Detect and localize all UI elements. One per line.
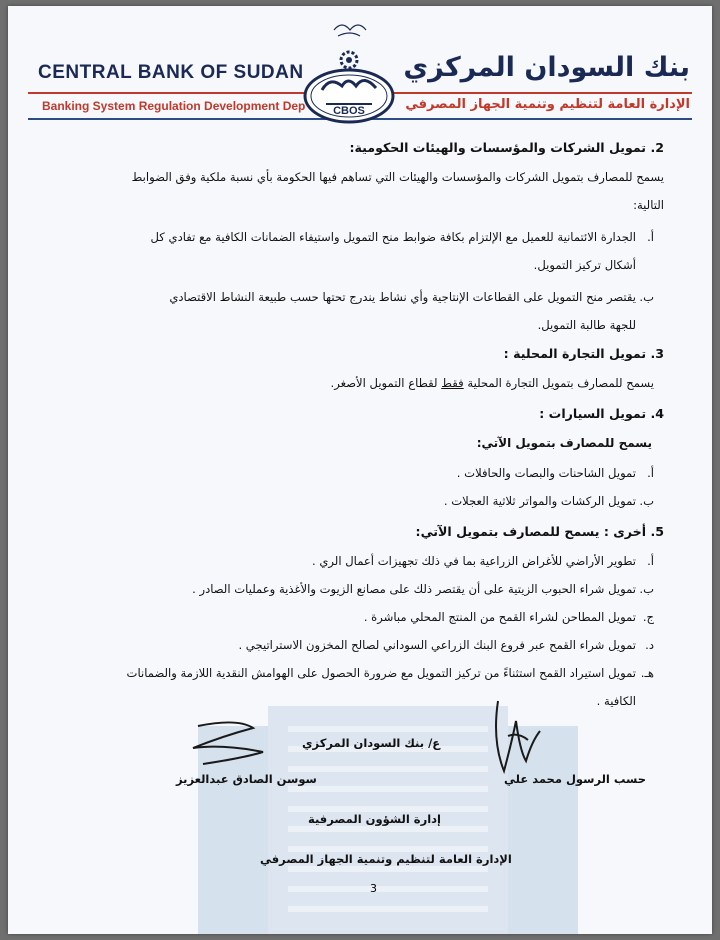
org-name-ar: بنك السودان المركزي	[403, 52, 690, 83]
section-4-item-a: تمويل الشاحنات والبصات والحافلات .	[456, 466, 636, 480]
item-mark: أ.	[647, 466, 654, 480]
section-title: أخرى : يسمح للمصارف بتمويل الآتي:	[415, 524, 647, 539]
section-2-intro-line-2: التالية:	[633, 198, 664, 212]
section-3-heading	[504, 346, 664, 361]
section-4-item-b: تمويل الركشات والمواتر ثلاثية العجلات .	[443, 494, 636, 508]
section-5-item-e-line-1: تمويل استيراد القمح استثناءً من تركيز التمويل مع ضرورة الحصول على الهوامش النقدية اللازمة والضمانات	[126, 666, 636, 680]
section-title: تمويل التجارة المحلية :	[503, 346, 647, 361]
section-number: 3.	[650, 346, 664, 361]
item-mark: ج.	[642, 610, 654, 624]
section-3-text	[331, 376, 654, 390]
section-title: تمويل السيارات :	[539, 406, 647, 421]
section-4-heading	[539, 406, 664, 421]
item-mark: ب.	[639, 582, 654, 596]
section-2-intro-line-1: يسمح للمصارف بتمويل الشركات والمؤسسات والهيئات التي تساهم فيها الحكومة بأي نسبة ملكية وفق الضوابط	[131, 170, 664, 184]
section-2-item-a-line-2: أشكال تركيز التمويل.	[533, 258, 636, 272]
item-mark: ب.	[639, 494, 654, 508]
text-part: لقطاع التمويل الأصغر.	[330, 376, 438, 390]
item-mark: أ.	[647, 554, 654, 568]
cbos-logo	[294, 14, 404, 134]
dept-name-ar: الإدارة العامة لتنظيم وتنمية الجهاز المصرفي	[405, 97, 690, 112]
department-name: إدارة الشؤون المصرفية	[308, 812, 441, 826]
section-2-heading	[349, 140, 664, 155]
section-5-item-b: تمويل شراء الحبوب الزيتية على أن يقتصر ذلك على مصانع الزيوت والأغذية وعمليات الصادر .	[192, 582, 636, 596]
section-4-subheading: يسمح للمصارف بتمويل الآتي:	[476, 436, 652, 450]
logo-text: CBOS	[333, 105, 365, 117]
item-mark: أ.	[647, 230, 654, 244]
section-2-item-b-line-1: يقتصر منح التمويل على القطاعات الإنتاجية وأي نشاط يندرج تحتها حسب طبيعة النشاط الاقتصادي	[169, 290, 636, 304]
section-5-item-d: تمويل شراء القمح عبر فروع البنك الزراعي السوداني لصالح المخزون الاستراتيجي .	[238, 638, 636, 652]
section-title: تمويل الشركات والمؤسسات والهيئات الحكومية:	[349, 140, 647, 155]
section-5-item-e-line-2: الكافية .	[596, 694, 636, 708]
signer-left-name: سوسن الصادق عبدالعزيز	[176, 772, 317, 786]
section-2-item-a-line-1: الجدارة الائتمانية للعميل مع الإلتزام بكافة ضوابط منح التمويل واستيفاء الضمانات الكافية مع تفادي كل	[150, 230, 636, 244]
section-5-item-a: تطوير الأراضي للأغراض الزراعية بما في ذلك تجهيزات أعمال الري .	[311, 554, 636, 568]
text-part: يسمح للمصارف بتمويل التجارة المحلية	[467, 376, 654, 390]
section-5-item-c: تمويل المطاحن لشراء القمح من المنتج المحلي مباشرة .	[363, 610, 636, 624]
item-mark: ب.	[639, 290, 654, 304]
item-mark: هـ.	[640, 666, 654, 680]
section-number: 5.	[650, 524, 664, 539]
section-number: 4.	[650, 406, 664, 421]
item-mark: د.	[645, 638, 654, 652]
section-2-item-b-line-2: للجهة طالبة التمويل.	[537, 318, 636, 332]
signature-left	[168, 716, 278, 766]
page-number: 3	[370, 882, 377, 895]
dept-name-en: Banking System Regulation Development Dep	[42, 99, 306, 113]
document-page	[8, 6, 712, 934]
section-number: 2.	[650, 140, 664, 155]
section-5-heading	[416, 524, 664, 539]
general-department-name: الإدارة العامة لتنظيم وتنمية الجهاز المصرفي	[260, 852, 512, 866]
on-behalf-line: ع/ بنك السودان المركزي	[302, 736, 441, 750]
org-name-en: CENTRAL BANK OF SUDAN	[38, 62, 304, 83]
signer-right-name: حسب الرسول محمد علي	[504, 772, 647, 786]
underlined-word: فقط	[441, 376, 464, 390]
